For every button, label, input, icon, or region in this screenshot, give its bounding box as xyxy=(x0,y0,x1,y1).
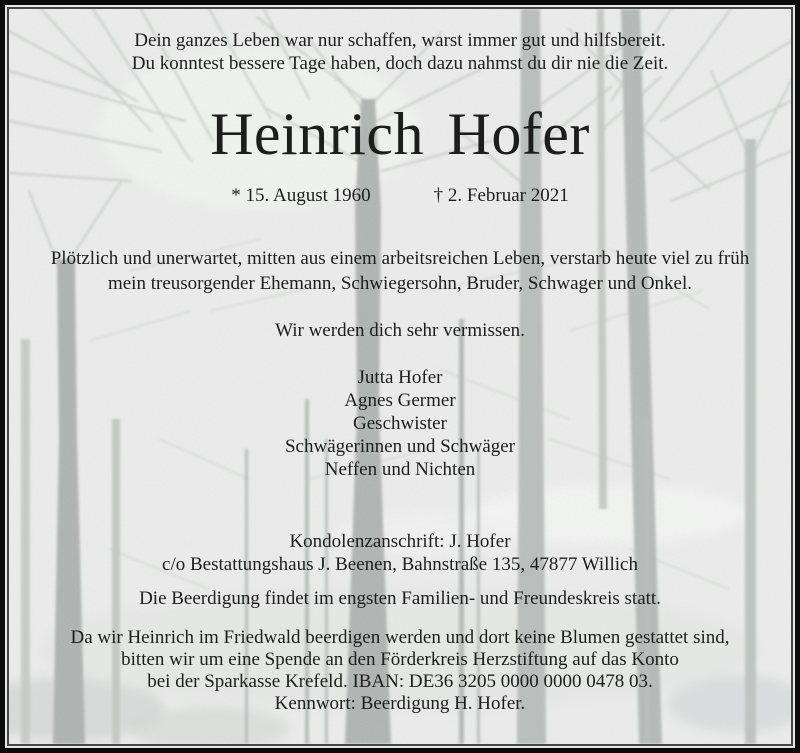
donation-line: Kennwort: Beerdigung H. Hofer. xyxy=(274,693,526,714)
epigraph-line: Du konntest bessere Tage haben, doch dazu nahmst du dir nie die Zeit. xyxy=(131,53,669,74)
donation-line: bitten wir um eine Spende an den Förderkreis Herzstiftung auf das Konto xyxy=(121,649,679,670)
mourner-name: Neffen und Nichten xyxy=(324,459,476,480)
donation-line: Da wir Heinrich im Friedwald beerdigen werden und dort keine Blumen gestattet sind, xyxy=(70,627,730,648)
epigraph xyxy=(9,29,791,75)
deceased-name: Heinrich Hofer xyxy=(210,101,590,167)
mourner-name: Jutta Hofer xyxy=(357,367,443,388)
death-date: † 2. Februar 2021 xyxy=(433,185,569,206)
photo-frame-dark xyxy=(7,7,793,746)
announcement-line: Plötzlich und unerwartet, mitten aus einem arbeitsreichen Leben, verstarb heute viel zu früh xyxy=(50,248,750,269)
condolence-address xyxy=(9,530,791,576)
condolence-line: c/o Bestattungshaus J. Beenen, Bahnstraße 135, 47877 Willich xyxy=(162,554,638,575)
mourners-list xyxy=(9,366,791,481)
birth-date: * 15. August 1960 xyxy=(231,185,371,206)
donation-note xyxy=(9,627,791,715)
life-dates xyxy=(9,184,791,207)
mourner-name: Schwägerinnen und Schwäger xyxy=(284,436,516,457)
announcement xyxy=(9,246,791,296)
donation-line: bei der Sparkasse Krefeld. IBAN: DE36 3205 0000 0000 0478 03. xyxy=(147,671,653,692)
mourner-name: Agnes Germer xyxy=(344,390,456,411)
announcement-line: mein treusorgender Ehemann, Schwiegersohn, Bruder, Schwager und Onkel. xyxy=(107,273,693,294)
farewell-line: Wir werden dich sehr vermissen. xyxy=(275,320,525,341)
funeral-note: Die Beerdigung findet im engsten Familien- und Freundeskreis statt. xyxy=(139,588,661,609)
condolence-line: Kondolenzanschrift: J. Hofer xyxy=(289,531,511,552)
photo-frame-light xyxy=(5,5,795,748)
mourner-name: Geschwister xyxy=(353,413,447,434)
epigraph-line: Dein ganzes Leben war nur schaffen, warst immer gut und hilfsbereit. xyxy=(134,30,666,51)
